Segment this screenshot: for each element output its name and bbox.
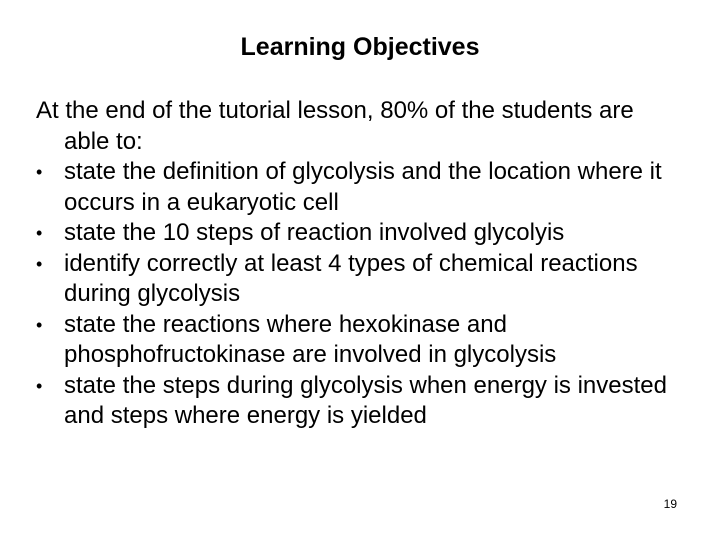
bullet-icon: • <box>36 253 43 274</box>
bullet-icon: • <box>36 314 43 335</box>
intro-text: At the end of the tutorial lesson, 80% of the students are able to: <box>36 97 634 155</box>
objective-item <box>36 218 676 249</box>
objectives-list <box>36 157 676 432</box>
objective-text: state the reactions where hexokinase and phosphofructokinase are involved in glycolysis <box>64 310 557 368</box>
page-number: 19 <box>663 497 677 511</box>
bullet-icon: • <box>36 223 43 243</box>
objective-item <box>36 371 676 432</box>
objective-text: identify correctly at least 4 types of chemical reactions during glycolysis <box>64 249 638 307</box>
objective-text: state the steps during glycolysis when energy is invested and steps where energy is yielded <box>64 371 667 429</box>
bullet-icon: • <box>36 375 43 396</box>
objective-text: state the 10 steps of reaction involved glycolyis <box>64 219 565 246</box>
objective-text: state the definition of glycolysis and the location where it occurs in a eukaryotic cell <box>64 158 662 216</box>
objective-item <box>36 310 676 371</box>
slide-title: Learning Objectives <box>240 33 480 61</box>
slide-body <box>36 96 676 432</box>
objective-item <box>36 157 676 218</box>
objective-item <box>36 249 676 310</box>
bullet-icon: • <box>36 162 43 182</box>
